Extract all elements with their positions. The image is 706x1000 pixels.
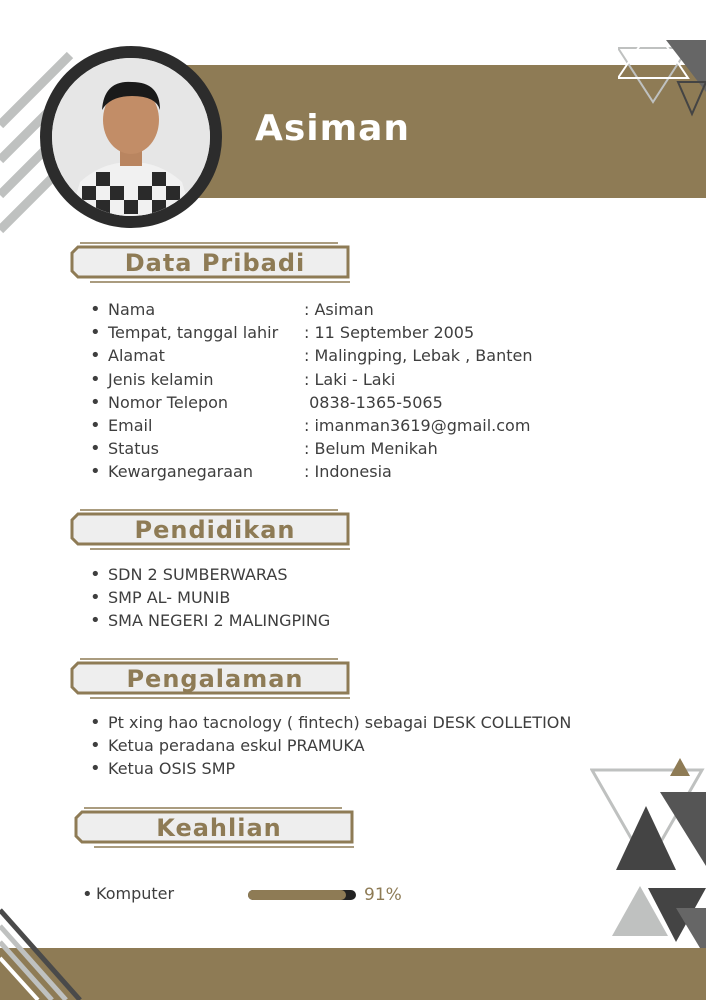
footer-band [0,948,706,1000]
list-item: • Status : Belum Menikah [84,437,532,460]
list-item: • SDN 2 SUMBERWARAS [84,563,330,586]
list-item: • Jenis kelamin : Laki - Laki [84,368,532,391]
section-header-experience [70,657,360,701]
personal-data-list [84,298,532,484]
list-item: • Nama : Asiman [84,298,532,321]
section-title-experience: Pengalaman [126,665,304,693]
list-item: • Ketua peradana eskul PRAMUKA [84,734,571,757]
list-item: • Ketua OSIS SMP [84,757,571,780]
list-item: • Tempat, tanggal lahir : 11 September 2005 [84,321,532,344]
skill-percent: 91% [364,885,402,905]
section-title-personal: Data Pribadi [124,249,306,277]
section-header-personal [70,241,360,285]
list-item: • Nomor Telepon 0838-1365-5065 [84,391,532,414]
education-list [84,563,330,633]
list-item: • Kewarganegaraan : Indonesia [84,460,532,483]
avatar [52,58,210,216]
skill-progress-track [248,890,356,900]
skill-label-computer: • Komputer [96,884,174,903]
list-item: • SMP AL- MUNIB [84,586,330,609]
section-header-education [70,508,360,552]
profile-name: Asiman [255,108,411,149]
list-item: • SMA NEGERI 2 MALINGPING [84,609,330,632]
section-title-skills: Keahlian [156,814,282,842]
list-item: • Pt xing hao tacnology ( fintech) sebagai DESK COLLETION [84,711,571,734]
triangles-decoration-top-right [618,22,706,122]
list-item: • Alamat : Malingping, Lebak , Banten [84,344,532,367]
section-header-skills [74,806,364,850]
experience-list [84,711,571,781]
section-title-education: Pendidikan [134,516,296,544]
stripes-decoration-bottom-left [0,890,90,1000]
list-item: • Email : imanman3619@gmail.com [84,414,532,437]
skill-progress-fill [248,890,346,900]
